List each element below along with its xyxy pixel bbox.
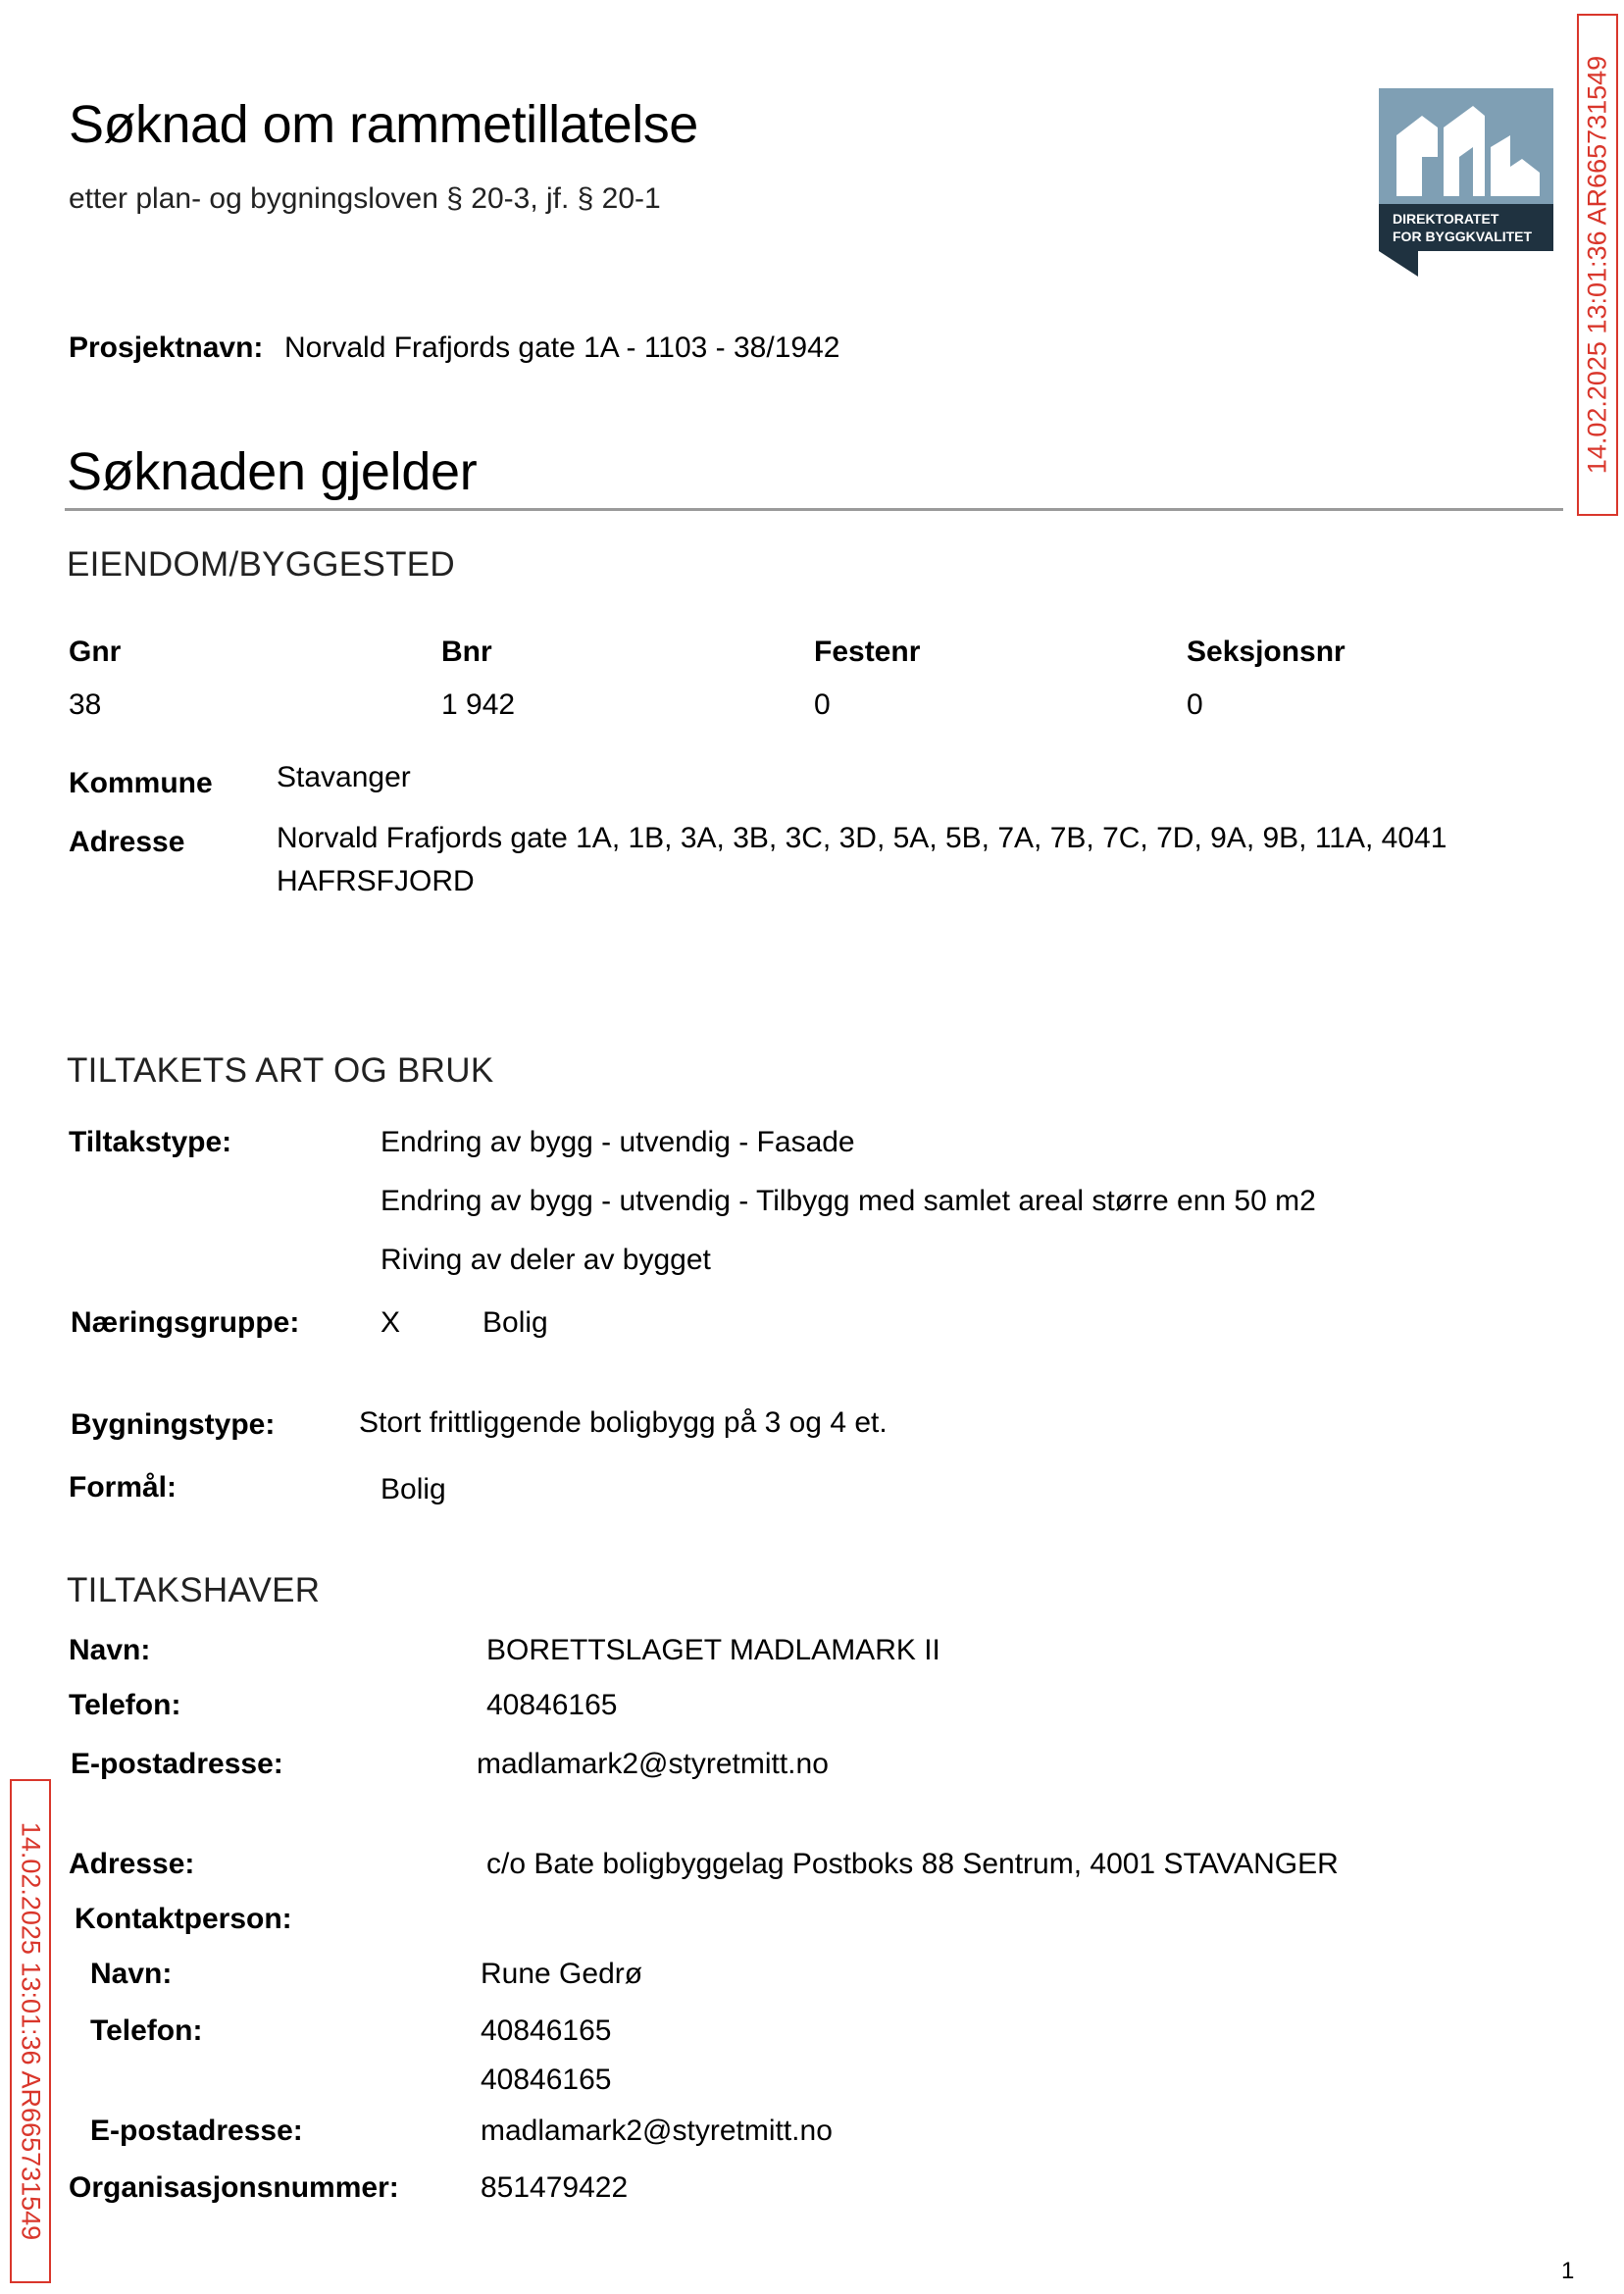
festenr-value: 0 [814,688,831,721]
kontakt-telefon-value: 40846165 [481,2064,612,2096]
eiendom-heading: EIENDOM/BYGGESTED [67,545,455,584]
tiltak-heading: TILTAKETS ART OG BRUK [67,1051,494,1090]
receipt-stamp-left [10,1779,51,2283]
kontakt-navn-label: Navn: [90,1958,173,1990]
kontakt-epost-label: E-postadresse: [90,2115,303,2147]
gnr-label: Gnr [69,636,122,668]
tiltakshaver-navn-label: Navn: [69,1634,151,1666]
seksjonsnr-label: Seksjonsnr [1187,636,1345,668]
organisasjonsnummer-value: 851479422 [481,2171,629,2204]
tiltakshaver-telefon-label: Telefon: [69,1689,181,1721]
kontaktperson-label: Kontaktperson: [75,1903,292,1935]
organisasjonsnummer-label: Organisasjonsnummer: [69,2171,399,2204]
kommune-label: Kommune [69,767,213,799]
section-divider [65,508,1563,511]
naeringsgruppe-mark: X [381,1306,401,1339]
kontakt-epost-value: madlamark2@styretmitt.no [481,2115,833,2147]
tiltakstype-item: Endring av bygg - utvendig - Fasade [381,1126,855,1158]
tiltakshaver-epost-value: madlamark2@styretmitt.no [477,1748,829,1780]
project-name-label: Prosjektnavn: [69,331,264,364]
tiltakshaver-heading: TILTAKSHAVER [67,1571,321,1609]
document-title: Søknad om rammetillatelse [69,95,698,154]
adresse-value-line2: HAFRSFJORD [277,865,475,897]
kommune-value: Stavanger [277,761,411,793]
project-name-value: Norvald Frafjords gate 1A - 1103 - 38/1942 [284,331,840,364]
tiltakshaver-navn-value: BORETTSLAGET MADLAMARK II [486,1634,940,1666]
gnr-value: 38 [69,688,102,721]
bygningstype-value: Stort frittliggende boligbygg på 3 og 4 et. [359,1406,888,1439]
document-subtitle: etter plan- og bygningsloven § 20-3, jf. § 20-1 [69,182,661,215]
bnr-label: Bnr [441,636,492,668]
tiltakstype-item: Riving av deler av bygget [381,1244,711,1276]
stamp-text: 14.02.2025 13:01:36 AR665731549 [1582,55,1612,475]
seksjonsnr-value: 0 [1187,688,1203,721]
bygningstype-label: Bygningstype: [71,1408,276,1441]
adresse-value-line1: Norvald Frafjords gate 1A, 1B, 3A, 3B, 3C, 3D, 5A, 5B, 7A, 7B, 7C, 7D, 9A, 9B, 11A, 4041 [277,822,1447,854]
formal-value: Bolig [381,1473,446,1505]
tiltakstype-label: Tiltakstype: [69,1126,232,1158]
svg-text:DIREKTORATET: DIREKTORATET [1393,211,1499,227]
tiltakshaver-telefon-value: 40846165 [486,1689,618,1721]
kontakt-navn-value: Rune Gedrø [481,1958,643,1990]
tiltakshaver-adresse-value: c/o Bate boligbyggelag Postboks 88 Sentrum, 4001 STAVANGER [486,1848,1339,1880]
tiltakshaver-adresse-label: Adresse: [69,1848,195,1880]
tiltakshaver-epost-label: E-postadresse: [71,1748,283,1780]
page-number: 1 [1561,2258,1575,2284]
dibk-logo-icon [1379,88,1553,277]
naeringsgruppe-value: Bolig [482,1306,548,1339]
kontakt-telefon-value: 40846165 [481,2014,612,2047]
formal-label: Formål: [69,1471,178,1504]
stamp-text: 14.02.2025 13:01:36 AR665731549 [16,1821,46,2241]
receipt-stamp-right [1577,14,1618,516]
dibk-logo [1379,88,1553,277]
adresse-label: Adresse [69,826,185,858]
svg-text:FOR BYGGKVALITET: FOR BYGGKVALITET [1393,229,1533,244]
section-title: Søknaden gjelder [67,442,478,501]
festenr-label: Festenr [814,636,921,668]
naeringsgruppe-label: Næringsgruppe: [71,1306,300,1339]
kontakt-telefon-label: Telefon: [90,2014,203,2047]
bnr-value: 1 942 [441,688,516,721]
tiltakstype-item: Endring av bygg - utvendig - Tilbygg med samlet areal større enn 50 m2 [381,1185,1316,1217]
